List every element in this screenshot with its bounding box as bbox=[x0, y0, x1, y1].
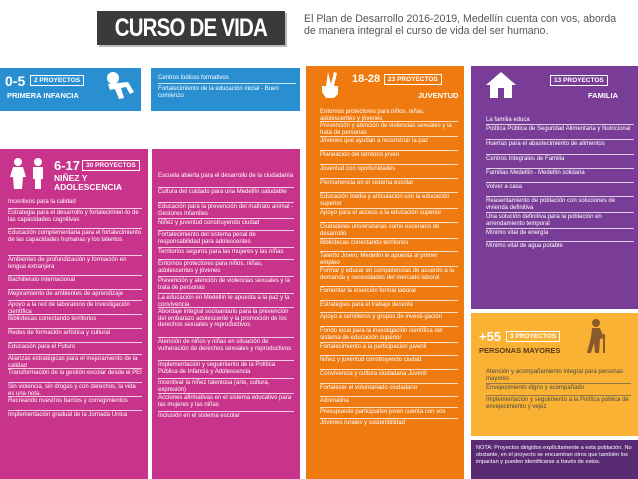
divider bbox=[486, 139, 634, 140]
may-list-item: Atención y acompañamiento integral para personas mayores bbox=[486, 369, 624, 382]
ninez-col1-item: Ambientes de profundización y formación en lengua extranjera bbox=[8, 257, 127, 270]
juv-list-item: Apoyo para el acceso a la educación superior bbox=[320, 210, 442, 216]
divider bbox=[320, 326, 458, 327]
divider bbox=[158, 378, 294, 379]
primera-infancia-projects-badge: 2 PROYECTOS bbox=[30, 75, 84, 86]
juv-list-item: Formar y educar en competencias de acuerdo a la demanda y necesidades del mercado laboral bbox=[320, 268, 455, 281]
juv-list-item: Adrenalina bbox=[320, 398, 349, 404]
juv-list-item: Prevención y atención de violencias sexuales y la trata de personas bbox=[320, 123, 452, 136]
mayores-age: +55 bbox=[479, 329, 502, 344]
divider bbox=[320, 369, 458, 370]
juv-list-item: Ciudadelas universitarias como escenario de desarrollo bbox=[320, 224, 440, 237]
primera-infancia-item: Centros lúdicos formativos bbox=[158, 75, 229, 81]
fam-list-item: Familias Medellín - Medellín solidaria bbox=[486, 170, 585, 176]
divider bbox=[8, 342, 142, 343]
divider bbox=[486, 395, 631, 396]
divider bbox=[8, 228, 142, 229]
fam-list-item: Mínimo vital de energía bbox=[486, 230, 549, 236]
ninez-col1-item: Educación complementaria para el fortalecimiento de las capacidades humanas y los talentos bbox=[8, 230, 142, 243]
ninez-col1-item: Incentivos para la calidad bbox=[8, 199, 76, 205]
intro-text: El Plan de Desarrollo 2016-2019, Medellín cuenta con vos, aborda de manera integral el curso de vida del ser humano. bbox=[304, 13, 617, 38]
ninez-col2-item: Educación para la prevención del maltrato animal - Gestores Infantiles bbox=[158, 204, 294, 217]
juv-list-item: Planeación del territorio joven bbox=[320, 152, 400, 158]
juv-list-item: Jóvenes rurales y sostenibilidad bbox=[320, 420, 406, 426]
juv-list-item: Niñez y juventud construyendo ciudad bbox=[320, 357, 422, 363]
divider bbox=[8, 354, 142, 355]
ninez-col2-item: Abordaje integral socioantario para la prevención del embarazo adolescente y la promoción de los derechos sexuales y reproductivos bbox=[158, 309, 289, 329]
ninez-col1-item: Redes de formación artística y cultural bbox=[8, 330, 111, 336]
ninez-col2-item: Prevención y atención de violencias sexuales y la trata de personas bbox=[158, 278, 290, 291]
ninez-age: 6-17 bbox=[54, 158, 81, 173]
divider bbox=[320, 300, 458, 301]
divider bbox=[158, 202, 294, 203]
ninez-col1-item: Apoyo a la red de laboratorio de investigación científica bbox=[8, 302, 130, 315]
divider bbox=[320, 222, 458, 223]
ninez-col1-item: Mejoramiento de ambientes de aprendizaje bbox=[8, 291, 124, 297]
juv-list-item: Convivencia y cultura ciudadana Juvenil bbox=[320, 371, 427, 377]
divider bbox=[320, 355, 458, 356]
divider bbox=[320, 251, 458, 252]
page-title-banner bbox=[97, 11, 285, 45]
divider bbox=[8, 289, 142, 290]
divider bbox=[8, 328, 142, 329]
may-list-item: Envejecimiento digno y acompañado bbox=[486, 385, 585, 391]
baby-icon bbox=[104, 70, 138, 102]
house-icon bbox=[484, 70, 518, 100]
ninez-col2-item: Acciones afirmativas en el sistema educativo para las mujeres y las niñas bbox=[158, 395, 292, 408]
divider bbox=[320, 266, 458, 267]
juv-list-item: Juventud con oportunidades bbox=[320, 166, 396, 172]
ninez-col2-item: Escuela abierta para el desarrollo de la ciudadanía bbox=[158, 173, 294, 179]
divider bbox=[486, 383, 631, 384]
juv-list-item: Jóvenes que ayudan a reconstruir la paz bbox=[320, 138, 429, 144]
divider bbox=[486, 196, 634, 197]
juv-list-item: Apoyo a semilleros y grupos de investi-gación bbox=[320, 314, 443, 320]
divider bbox=[8, 208, 142, 209]
juv-list-item: Entornos protectores para niños, niñas, adolescentes y jóvenes bbox=[320, 109, 425, 122]
juv-list-item: Bibliotecas conectando territorios bbox=[320, 240, 409, 246]
juv-list-item: Fomentar la inserción formal laboral bbox=[320, 288, 416, 294]
divider bbox=[320, 192, 458, 193]
fam-list-item: Huertas para el abastecimiento de alimentos bbox=[486, 141, 605, 147]
ninez-col2-item: Inclusión en el sistema escolar bbox=[158, 413, 240, 419]
ninez-col2-item: La educación en Medellín le apuesta a la paz y la convivencia bbox=[158, 295, 290, 308]
ninez-col1-item: Alianzas estratégicas para el mejoramiento de la calidad bbox=[8, 356, 138, 369]
divider bbox=[158, 307, 294, 308]
divider bbox=[320, 286, 458, 287]
ninez-col2-item: Implementación y seguimiento de la Política Pública de Infancia y Adolescencia bbox=[158, 362, 276, 375]
note-text: NOTA: Proyectos dirigidos explícitamente a esta población. No obstante, en el proyecto se encuentran otros que también los impactan y pueden identificarse a través de estos. bbox=[476, 445, 632, 465]
divider bbox=[158, 276, 294, 277]
ninez-col2-item: Cultura del cuidado para una Medellín saludable bbox=[158, 189, 287, 195]
ninez-col2-item: Atención de niños y niñas en situación de vulneración de derechos sexuales y reproductivos bbox=[158, 339, 292, 352]
divider bbox=[148, 149, 152, 479]
ninez-col1-item: Bibliotecas conectando territorios bbox=[8, 316, 97, 322]
divider bbox=[158, 337, 294, 338]
divider bbox=[320, 150, 458, 151]
divider bbox=[158, 187, 294, 188]
ninez-col2-item: Entornos protectores para niños, niñas, adolescentes y jóvenes bbox=[158, 261, 263, 274]
ninez-col1-item: Estrategia para el desarrollo y fortalecimien-to de las capacidades cognitivas bbox=[8, 210, 139, 223]
mayores-title: PERSONAS MAYORES bbox=[479, 346, 561, 355]
divider bbox=[486, 154, 634, 155]
divider bbox=[141, 68, 151, 111]
juv-list-item: Estrategias para el trabajo decente bbox=[320, 302, 414, 308]
elderly-icon bbox=[584, 318, 618, 354]
divider bbox=[320, 178, 458, 179]
ninez-col2-item: Territorios seguros para las mujeres y las niñas bbox=[158, 249, 284, 255]
divider bbox=[320, 418, 458, 419]
fam-list-item: Centros Integrales de Familia bbox=[486, 156, 565, 162]
juventud-projects-badge: 23 PROYECTOS bbox=[384, 74, 442, 85]
divider bbox=[158, 230, 294, 231]
ninez-col2-item: Incentivar la niñez talentosa (arte, cultura, expresión) bbox=[158, 380, 270, 393]
ninez-col2-item: Fortalecimiento del sistema penal de responsabilidad para adolescentes bbox=[158, 232, 256, 245]
divider bbox=[8, 255, 142, 256]
divider bbox=[320, 121, 458, 122]
divider bbox=[320, 312, 458, 313]
ninez-col1-item: Transformación de la gestión escolar desde el PEI bbox=[8, 370, 142, 376]
juventud-age: 18-28 bbox=[352, 73, 381, 85]
divider bbox=[8, 300, 142, 301]
ninez-title: NIÑEZ Y ADOLESCENCIA bbox=[54, 173, 123, 192]
divider bbox=[486, 168, 634, 169]
divider bbox=[486, 241, 634, 242]
fam-list-item: Una solución definitiva para la población en arrendamiento temporal bbox=[486, 214, 602, 227]
divider bbox=[8, 368, 142, 369]
primera-infancia-title: PRIMERA INFANCIA bbox=[7, 91, 79, 100]
divider bbox=[8, 314, 142, 315]
divider bbox=[158, 218, 294, 219]
divider bbox=[320, 407, 458, 408]
ninez-col1-item: Recreando nuestros barrios y corregimientos bbox=[8, 398, 128, 404]
divider bbox=[320, 164, 458, 165]
divider bbox=[8, 275, 142, 276]
familia-title: FAMILIA bbox=[588, 91, 618, 100]
juv-list-item: Permanencia en el sistema escolar bbox=[320, 180, 414, 186]
juv-list-item: Presupuesto participativo joven cuenta con vos bbox=[320, 409, 446, 415]
divider bbox=[320, 396, 458, 397]
ninez-col2-item: Niñez y juventud construyendo ciudad bbox=[158, 220, 260, 226]
primera-infancia-age: 0-5 bbox=[5, 73, 26, 89]
ninez-col1-item: Educación para el Futuro bbox=[8, 344, 76, 350]
fam-list-item: Política Pública de Seguridad Alimentaria y Nutricional bbox=[486, 126, 631, 132]
divider bbox=[8, 382, 142, 383]
juv-list-item: Talento Joven, Medellín le apuesta al primer empleo bbox=[320, 253, 438, 266]
divider bbox=[320, 342, 458, 343]
divider bbox=[158, 293, 294, 294]
ninez-col1-item: Sin violencia, sin drogas y con derechos, la vida es una nota. bbox=[8, 384, 136, 397]
divider bbox=[8, 396, 142, 397]
children-icon bbox=[8, 157, 52, 189]
primera-infancia-item: Fortalecimiento de la educación inicial - Buen comienzo bbox=[158, 86, 279, 99]
page-title: CURSO DE VIDA bbox=[114, 13, 268, 42]
juv-list-item: Fortalecimiento a la participación juvenil bbox=[320, 344, 427, 350]
divider bbox=[158, 411, 294, 412]
divider bbox=[8, 410, 142, 411]
divider bbox=[486, 228, 634, 229]
divider bbox=[158, 393, 294, 394]
fam-list-item: Reasentamiento de población con soluciones de vivienda definitiva bbox=[486, 198, 616, 211]
ninez-col1-item: Bachillerato internacional bbox=[8, 277, 76, 283]
divider bbox=[158, 360, 294, 361]
mayores-projects-badge: 3 PROYECTOS bbox=[506, 331, 560, 342]
may-list-item: Implementación y seguimiento a la Política pública de envejecimiento y vejez bbox=[486, 397, 629, 410]
divider bbox=[158, 259, 294, 260]
fam-list-item: La familia educa bbox=[486, 117, 530, 123]
fam-list-item: Mínimo vital de agua potable bbox=[486, 243, 563, 249]
divider bbox=[486, 124, 634, 125]
divider bbox=[320, 238, 458, 239]
juv-list-item: Educación media y articulación con la educación superior bbox=[320, 194, 450, 207]
divider bbox=[320, 383, 458, 384]
familia-projects-badge: 13 PROYECTOS bbox=[550, 75, 608, 86]
juventud-title: JUVENTUD bbox=[418, 91, 459, 100]
juv-list-item: Fortalecer el voluntariado ciudadano bbox=[320, 385, 418, 391]
divider bbox=[486, 182, 634, 183]
divider bbox=[320, 136, 458, 137]
ninez-projects-badge: 30 PROYECTOS bbox=[82, 160, 140, 171]
divider bbox=[486, 212, 634, 213]
divider bbox=[320, 208, 458, 209]
divider bbox=[158, 83, 296, 84]
peace-hand-icon bbox=[320, 70, 346, 98]
fam-list-item: Volver a casa bbox=[486, 184, 523, 190]
juv-list-item: Fondo local para la investigación científica del sistema de educación superior bbox=[320, 328, 443, 341]
divider bbox=[158, 247, 294, 248]
ninez-col1-item: Implementación gradual de la Jornada Única bbox=[8, 412, 128, 418]
